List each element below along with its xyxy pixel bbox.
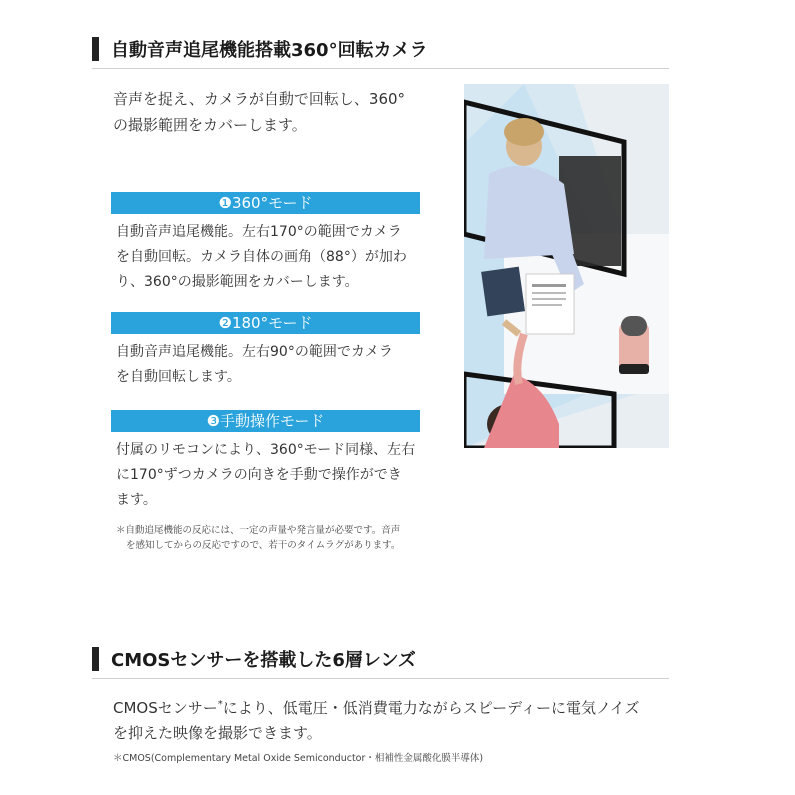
tracking-footnote: ＊自動追尾機能の反応には、一定の声量や発言量が必要です。音声 を感知してからの反応ですので、若干のタイムラグがあります。 <box>116 525 401 551</box>
divider <box>92 68 669 69</box>
heading-marker-bar <box>92 37 99 61</box>
section-title: CMOSセンサーを搭載した6層レンズ <box>111 650 416 671</box>
section-heading-cmos-lens <box>92 646 416 672</box>
mode-manual-label: ❸手動操作モード <box>111 410 420 432</box>
mode-180-label: ❷180°モード <box>111 312 420 334</box>
cmos-description: CMOSセンサー*により、低電圧・低消費電力ながらスピーディーに電気ノイズ を抑えた映像を撮影できます。 <box>113 699 640 742</box>
mode-360-description: 自動音声追尾機能。左右170°の範囲でカメラ を自動回転。カメラ自体の画角（88°）が加わ り、360°の撮影範囲をカバーします。 <box>116 224 407 290</box>
heading-marker-bar <box>92 647 99 671</box>
mode-360-label: ❶360°モード <box>111 192 420 214</box>
section-heading-360-camera <box>92 36 428 62</box>
meeting-photo <box>464 84 669 448</box>
mode-180-description: 自動音声追尾機能。左右90°の範囲でカメラ を自動回転します。 <box>116 344 393 385</box>
cmos-footnote: ＊CMOS(Complementary Metal Oxide Semiconductor・相補性金属酸化膜半導体) <box>113 753 484 764</box>
mode-manual-description: 付属のリモコンにより、360°モード同様、左右 に170°ずつカメラの向きを手動で操作ができ ます。 <box>116 442 416 508</box>
divider <box>92 678 669 679</box>
intro-text: 音声を捉え、カメラが自動で回転し、360° の撮影範囲をカバーします。 <box>113 90 406 134</box>
section-title: 自動音声追尾機能搭載360°回転カメラ <box>111 40 428 61</box>
